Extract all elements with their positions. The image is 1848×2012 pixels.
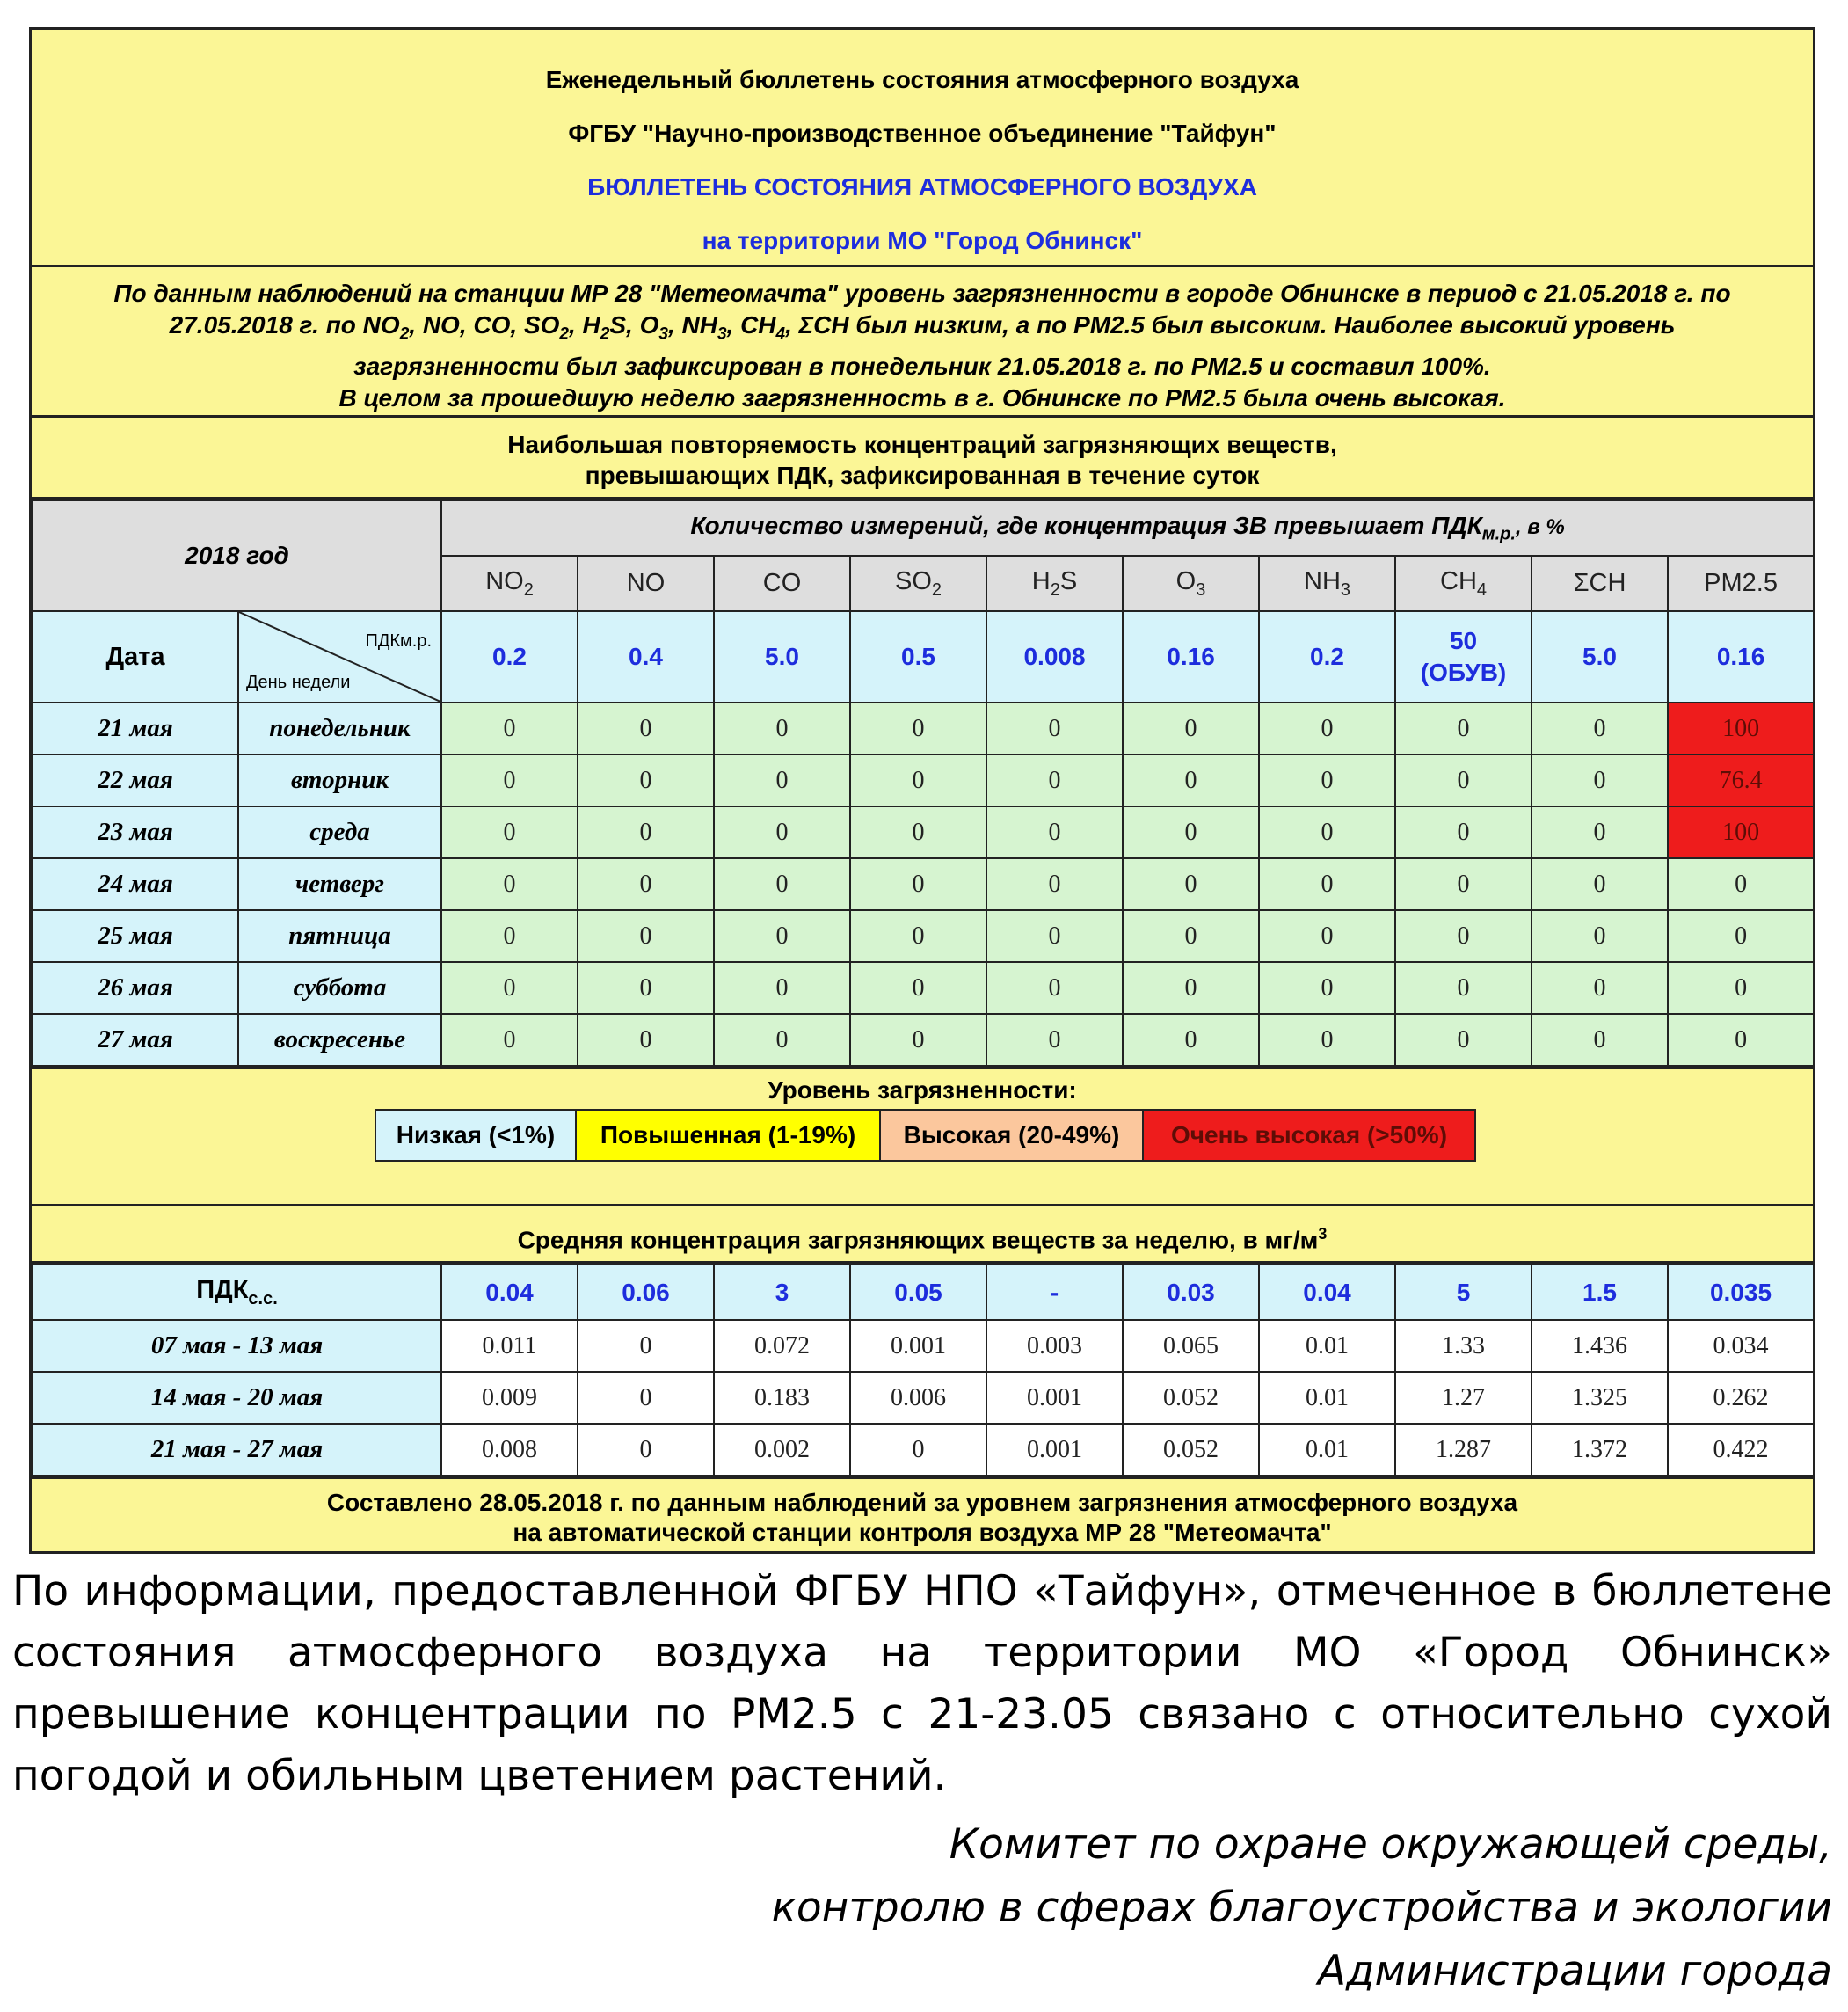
exceed-value: 76.4 <box>1668 754 1814 806</box>
signature <box>772 1813 1832 2003</box>
exceed-value: 0 <box>441 703 578 754</box>
signature-line-3: Администрации города <box>1317 1947 1832 1995</box>
exceed-value: 0 <box>1532 910 1668 962</box>
legend-item: Высокая (20-49%) <box>881 1111 1144 1160</box>
exceed-value: 0 <box>1259 962 1395 1014</box>
year-label: 2018 год <box>33 500 441 611</box>
exceed-value: 0 <box>1532 806 1668 858</box>
exceed-value: 0 <box>850 962 986 1014</box>
exceed-value: 100 <box>1668 703 1814 754</box>
exceedance-table <box>32 499 1815 1067</box>
diag-cell <box>238 611 441 703</box>
header-line-3: БЮЛЛЕТЕНЬ СОСТОЯНИЯ АТМОСФЕРНОГО ВОЗДУХА <box>587 173 1257 200</box>
summary-text <box>32 267 1813 418</box>
bulletin-header <box>32 30 1813 267</box>
signature-line-2: контролю в сферах благоустройства и экологии <box>771 1884 1832 1932</box>
pollutant-header: $O_3$ <box>1123 556 1259 611</box>
exceed-value: 0 <box>1532 703 1668 754</box>
exceed-value: 0 <box>986 754 1123 806</box>
legend-items <box>375 1109 1476 1162</box>
exceed-value: 100 <box>1668 806 1814 858</box>
week-value: 1.325 <box>1532 1372 1668 1424</box>
week-value: 0.052 <box>1123 1424 1259 1476</box>
pdk-mr-value: 0.4 <box>578 611 714 703</box>
pdk-ss-value: 0.035 <box>1668 1265 1814 1320</box>
exceed-value: 0 <box>1668 858 1814 910</box>
pdk-mr-value: 0.5 <box>850 611 986 703</box>
row-date: 25 мая <box>33 910 238 962</box>
row-day: понедельник <box>238 703 441 754</box>
exceed-value: 0 <box>441 858 578 910</box>
weekly-title: Средняя концентрация загрязняющих веществ за неделю, в $мг/м^3$ <box>32 1206 1813 1264</box>
row-date: 22 мая <box>33 754 238 806</box>
exceed-value: 0 <box>1532 1014 1668 1066</box>
row-day: воскресенье <box>238 1014 441 1066</box>
day-row <box>33 754 1814 806</box>
week-value: 0 <box>850 1424 986 1476</box>
week-value: 0.009 <box>441 1372 578 1424</box>
legend <box>32 1067 1813 1206</box>
week-value: 0.011 <box>441 1320 578 1372</box>
pollutant-header: $NH_3$ <box>1259 556 1395 611</box>
exceed-value: 0 <box>986 858 1123 910</box>
exceed-value: 0 <box>714 858 850 910</box>
week-value: 0 <box>578 1320 714 1372</box>
repeatability-title: Наибольшая повторяемость концентраций загрязняющих веществ, превышающих ПДК, зафиксированная в течение суток <box>32 418 1813 499</box>
week-value: 0.065 <box>1123 1320 1259 1372</box>
exceed-value: 0 <box>1395 1014 1532 1066</box>
exceed-value: 0 <box>1123 703 1259 754</box>
week-value: 0.034 <box>1668 1320 1814 1372</box>
comment-paragraph: По информации, предоставленной ФГБУ НПО «Тайфун», отмеченное в бюллетене состояния атмосферного воздуха на территории МО «Город Обнинск» превышение концентрации по PM2.5 с 21-23.05 связано с относительно сухой погодой и обильным цветением растений. <box>12 1567 1832 1800</box>
row-day: суббота <box>238 962 441 1014</box>
pdk-ss-value: 0.03 <box>1123 1265 1259 1320</box>
day-row <box>33 962 1814 1014</box>
pdk-ss-value: 1.5 <box>1532 1265 1668 1320</box>
exceed-value: 0 <box>578 1014 714 1066</box>
day-row <box>33 910 1814 962</box>
legend-item: Низкая (<1%) <box>376 1111 577 1160</box>
diag-top-label: ПДКм.р. <box>365 631 433 651</box>
legend-item: Повышенная (1-19%) <box>577 1111 881 1160</box>
pdk-mr-value: 0.16 <box>1668 611 1814 703</box>
exceed-value: 0 <box>1532 858 1668 910</box>
summary-line-2: 27.05.2018 г. по $NO_2$, NO, CO, $SO_2$, $H_2S$, $O_3$, $NH_3$, $CH_4$, ΣCH был низким, а по PM2.5 был высоким. Наиболее высокий уровень <box>169 311 1676 344</box>
pdk-ss-label: $ПДК_{с.с.}$ <box>33 1265 441 1320</box>
exceed-value: 0 <box>714 754 850 806</box>
air-quality-bulletin <box>29 27 1815 1554</box>
week-value: 0 <box>578 1372 714 1424</box>
week-value: 0.422 <box>1668 1424 1814 1476</box>
exceed-value: 0 <box>1395 703 1532 754</box>
pollutant-header: $CH_4$ <box>1395 556 1532 611</box>
weekly-average-table <box>32 1264 1815 1476</box>
exceed-value: 0 <box>578 962 714 1014</box>
week-row <box>33 1424 1814 1476</box>
exceed-value: 0 <box>1259 703 1395 754</box>
exceed-value: 0 <box>578 754 714 806</box>
header-line-1: Еженедельный бюллетень состояния атмосферного воздуха <box>545 66 1299 93</box>
exceed-value: 0 <box>850 1014 986 1066</box>
exceed-value: 0 <box>986 806 1123 858</box>
legend-title: Уровень загрязненности: <box>768 1076 1077 1104</box>
week-value: 0.001 <box>986 1372 1123 1424</box>
summary-line-3: загрязненности был зафиксирован в понедельник 21.05.2018 г. по PM2.5 и составил 100%. <box>353 352 1491 380</box>
row-date: 24 мая <box>33 858 238 910</box>
exceed-value: 0 <box>1668 910 1814 962</box>
signature-line-1: Комитет по охране окружающей среды, <box>949 1820 1832 1869</box>
pdk-mr-value: 5.0 <box>714 611 850 703</box>
row-date: 26 мая <box>33 962 238 1014</box>
exceed-value: 0 <box>1259 1014 1395 1066</box>
pollutant-header: $NO_2$ <box>441 556 578 611</box>
pdk-ss-value: 3 <box>714 1265 850 1320</box>
week-value: 0.262 <box>1668 1372 1814 1424</box>
exceed-value: 0 <box>986 910 1123 962</box>
exceed-value: 0 <box>714 962 850 1014</box>
exceed-value: 0 <box>1532 962 1668 1014</box>
exceed-value: 0 <box>1123 754 1259 806</box>
day-row <box>33 703 1814 754</box>
week-value: 0.008 <box>441 1424 578 1476</box>
pdk-mr-value: 0.16 <box>1123 611 1259 703</box>
week-value: 0.003 <box>986 1320 1123 1372</box>
week-value: 0.052 <box>1123 1372 1259 1424</box>
week-value: 0.001 <box>986 1424 1123 1476</box>
pdk-mr-value: 5.0 <box>1532 611 1668 703</box>
row-date: 23 мая <box>33 806 238 858</box>
week-value: 1.372 <box>1532 1424 1668 1476</box>
count-header: Количество измерений, где концентрация ЗВ превышает $ПДК_{м.р.}$, в % <box>441 500 1814 556</box>
exceed-value: 0 <box>1395 806 1532 858</box>
exceed-value: 0 <box>578 806 714 858</box>
exceed-value: 0 <box>850 858 986 910</box>
week-value: 0 <box>578 1424 714 1476</box>
exceed-value: 0 <box>986 1014 1123 1066</box>
day-row <box>33 806 1814 858</box>
row-date: 21 мая <box>33 703 238 754</box>
pdk-ss-value: 0.05 <box>850 1265 986 1320</box>
week-value: 1.287 <box>1395 1424 1532 1476</box>
pdk-ss-value: 0.04 <box>441 1265 578 1320</box>
pdk-mr-value: 0.2 <box>441 611 578 703</box>
week-value: 0.001 <box>850 1320 986 1372</box>
exceed-value: 0 <box>1395 754 1532 806</box>
diag-bottom-label: День недели <box>246 673 351 692</box>
pdk-ss-value: 5 <box>1395 1265 1532 1320</box>
week-value: 0.01 <box>1259 1372 1395 1424</box>
exceed-value: 0 <box>1123 858 1259 910</box>
week-row <box>33 1372 1814 1424</box>
pdk-mr-value: 0.008 <box>986 611 1123 703</box>
exceed-value: 0 <box>850 806 986 858</box>
pdk-ss-value: - <box>986 1265 1123 1320</box>
exceed-value: 0 <box>714 1014 850 1066</box>
bulletin-footer: Составлено 28.05.2018 г. по данным наблюдений за уровнем загрязнения атмосферного воздуха на автоматической станции контроля воздуха МР 28 "Метеомачта" <box>32 1476 1813 1556</box>
exceed-value: 0 <box>1395 962 1532 1014</box>
week-value: 1.436 <box>1532 1320 1668 1372</box>
pdk-mr-value: 50 (ОБУВ) <box>1395 611 1532 703</box>
week-value: 1.27 <box>1395 1372 1532 1424</box>
pollutant-header: $H_2S$ <box>986 556 1123 611</box>
pdk-ss-value: 0.06 <box>578 1265 714 1320</box>
week-value: 0.002 <box>714 1424 850 1476</box>
week-value: 1.33 <box>1395 1320 1532 1372</box>
exceed-value: 0 <box>578 858 714 910</box>
exceed-value: 0 <box>1395 910 1532 962</box>
pollutant-header: ΣCH <box>1532 556 1668 611</box>
day-row <box>33 1014 1814 1066</box>
exceed-value: 0 <box>441 754 578 806</box>
exceed-value: 0 <box>1259 754 1395 806</box>
row-date: 27 мая <box>33 1014 238 1066</box>
week-period: 14 мая - 20 мая <box>33 1372 441 1424</box>
exceed-value: 0 <box>986 703 1123 754</box>
exceed-value: 0 <box>441 910 578 962</box>
date-label: Дата <box>33 611 238 703</box>
exceed-value: 0 <box>1123 910 1259 962</box>
exceed-value: 0 <box>1532 754 1668 806</box>
exceed-value: 0 <box>1395 858 1532 910</box>
pollutant-header: $SO_2$ <box>850 556 986 611</box>
exceed-value: 0 <box>441 1014 578 1066</box>
exceed-value: 0 <box>714 910 850 962</box>
summary-line-1: По данным наблюдений на станции МР 28 "Метеомачта" уровень загрязненности в городе Обнинске в период с 21.05.2018 г. по <box>113 280 1731 307</box>
week-value: 0.01 <box>1259 1424 1395 1476</box>
pollutant-header: NO <box>578 556 714 611</box>
exceed-value: 0 <box>1259 806 1395 858</box>
pdk-mr-value: 0.2 <box>1259 611 1395 703</box>
exceed-value: 0 <box>850 703 986 754</box>
exceed-value: 0 <box>850 910 986 962</box>
exceed-value: 0 <box>1259 910 1395 962</box>
week-period: 07 мая - 13 мая <box>33 1320 441 1372</box>
exceed-value: 0 <box>850 754 986 806</box>
exceed-value: 0 <box>1259 858 1395 910</box>
pollutant-header: CO <box>714 556 850 611</box>
header-line-4: на территории МО "Город Обнинск" <box>702 227 1143 254</box>
exceed-value: 0 <box>1123 1014 1259 1066</box>
exceed-value: 0 <box>714 703 850 754</box>
exceed-value: 0 <box>441 806 578 858</box>
exceed-value: 0 <box>441 962 578 1014</box>
row-day: пятница <box>238 910 441 962</box>
exceed-value: 0 <box>1123 962 1259 1014</box>
exceed-value: 0 <box>578 703 714 754</box>
legend-item: Очень высокая (>50%) <box>1144 1111 1474 1160</box>
week-value: 0.01 <box>1259 1320 1395 1372</box>
week-row <box>33 1320 1814 1372</box>
week-value: 0.072 <box>714 1320 850 1372</box>
row-day: четверг <box>238 858 441 910</box>
day-row <box>33 858 1814 910</box>
exceed-value: 0 <box>1123 806 1259 858</box>
pollutant-header: PM2.5 <box>1668 556 1814 611</box>
row-day: вторник <box>238 754 441 806</box>
exceed-value: 0 <box>986 962 1123 1014</box>
week-period: 21 мая - 27 мая <box>33 1424 441 1476</box>
week-value: 0.183 <box>714 1372 850 1424</box>
week-value: 0.006 <box>850 1372 986 1424</box>
exceed-value: 0 <box>1668 962 1814 1014</box>
summary-line-4: В целом за прошедшую неделю загрязненность в г. Обнинске по PM2.5 была очень высокая. <box>338 383 1506 412</box>
exceed-value: 0 <box>714 806 850 858</box>
header-line-2: ФГБУ "Научно-производственное объединение "Тайфун" <box>568 120 1277 147</box>
row-day: среда <box>238 806 441 858</box>
exceed-value: 0 <box>578 910 714 962</box>
exceed-value: 0 <box>1668 1014 1814 1066</box>
pdk-ss-value: 0.04 <box>1259 1265 1395 1320</box>
